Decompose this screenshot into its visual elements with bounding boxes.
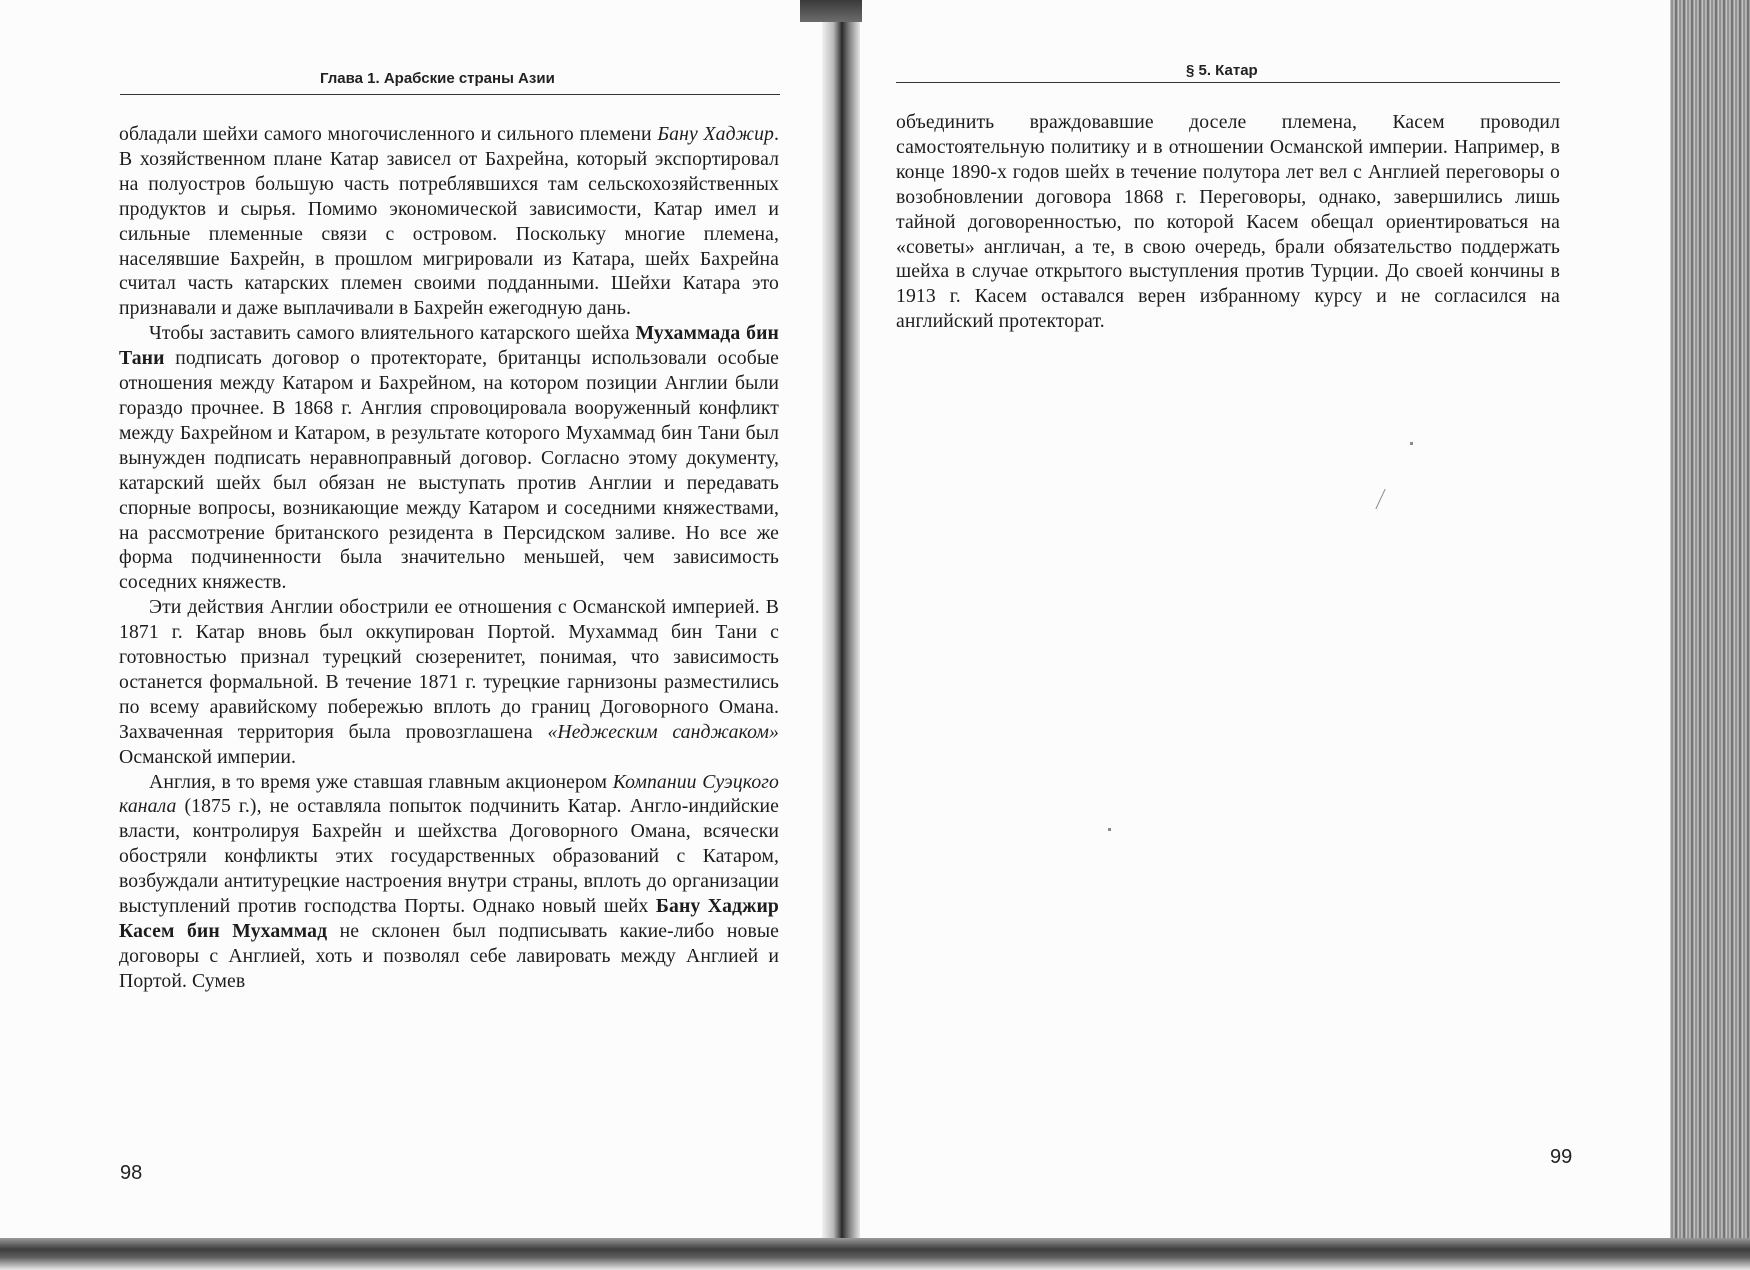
text-run: . В хозяйственном плане Катар зависел от Бахрейна, который экспортировал на полуостров большую часть потреблявшихся там сельскохозяйственных продуктов и сырья. Помимо экономической зависимости, Катар имел и сильные племенные связи с островом. Поскольку многие племена, населявшие Бахрейн, в прошлом мигрировали из Катара, шейх Бахрейна считал часть катарских племен своими подданными. Шейхи Катара это признавали и даже выплачивали в Бахрейн ежегодную дань. — [119, 123, 780, 320]
text-run: Англия, в то время уже ставшая главным акционером — [149, 770, 613, 793]
scan-speck — [1410, 442, 1413, 445]
text-run: Чтобы заставить самого влиятельного катарского шейха — [149, 322, 636, 345]
text-run: Эти действия Англии обострили ее отношения с Османской империей. В 1871 г. Катар вновь был оккупирован Портой. Мухаммад бин Тани с готовностью признал турецкий сюзеренитет, понимая, что зависимость останется формальной. В течение 1871 г. турецкие гарнизоны разместились по всему аравийскому побережью вплоть до границ Договорного Омана. Захваченная территория была провозглашена — [119, 596, 779, 743]
italic-term: Компании Суэцкого канала — [119, 770, 779, 818]
paragraph — [119, 122, 779, 321]
paragraph — [119, 770, 779, 994]
italic-term: «Неджеским санджаком» — [547, 720, 779, 743]
left-page-body — [119, 122, 779, 994]
header-rule-left — [120, 94, 780, 95]
right-page-body — [896, 110, 1560, 334]
paragraph — [119, 321, 779, 595]
text-run: подписать договор о протекторате, британцы использовали особые отношения между Катаром и Бахрейном, на котором позиции Англии были гораздо прочнее. В 1868 г. Англия спровоцировала вооруженный конфликт между Бахрейном и Катаром, в результате которого Мухаммад бин Тани был вынужден подписать неравноправный договор. Согласно этому документу, катарский шейх был обязан не выступать против Англии и передавать спорные вопросы, возникающие между Катаром и соседними княжествами, на рассмотрение британского резидента в Персидском заливе. Но все же форма подчиненности была значительно меньшей, чем зависимость соседних княжеств. — [119, 347, 779, 594]
paragraph — [896, 110, 1560, 334]
scan-speck — [1108, 828, 1111, 831]
paragraph — [119, 595, 779, 769]
text-run: обладали шейхи самого многочисленного и сильного племени — [119, 123, 658, 145]
italic-term: Бану Хаджир — [657, 123, 774, 145]
text-run: не склонен был подписывать какие-либо новые договоры с Англией, хоть и позволял себе лавировать между Англией и Портой. Сумев — [119, 920, 780, 992]
bold-term: Бану Хаджир Касем бин Мухаммад — [119, 895, 779, 942]
page-edges-bottom — [0, 1238, 1750, 1270]
bold-term: Мухаммада бин Тани — [119, 322, 779, 370]
header-rule-right — [896, 82, 1560, 83]
text-run: (1875 г.), не оставляла попыток подчинить Катар. Англо-индийские власти, контролируя Бахрейн и шейхства Договорного Омана, всячески обостряли конфликты этих государственных образований с Катаром, возбуждали антитурецкие настроения внутри страны, вплоть до организации выступлений против господства Порты. Однако новый шейх — [119, 795, 779, 918]
text-run: объединить враждовавшие доселе племена, Касем проводил самостоятельную политику и в отношении Османской империи. Например, в конце 1890-х годов шейх в течение полутора лет вел с Англией переговоры о возобновлении договора 1868 г. Переговоры, однако, завершились лишь тайной договоренностью, по которой Касем обещал ориентироваться на «советы» англичан, а те, в свою очередь, брали обязательство поддержать шейха в случае открытого выступления против Турции. До своей кончины в 1913 г. Касем оставался верен избранному курсу и не согласился на английский протекторат. — [896, 111, 1560, 333]
running-head-right: § 5. Катар — [1186, 62, 1258, 79]
text-run: Османской империи. — [119, 745, 297, 768]
running-head-left: Глава 1. Арабские страны Азии — [320, 70, 555, 87]
page-number-left: 98 — [120, 1162, 143, 1184]
binding-shadow — [800, 0, 862, 22]
page-edges-right — [1670, 0, 1750, 1245]
page-number-right: 99 — [1550, 1146, 1573, 1168]
book-gutter — [822, 0, 860, 1245]
